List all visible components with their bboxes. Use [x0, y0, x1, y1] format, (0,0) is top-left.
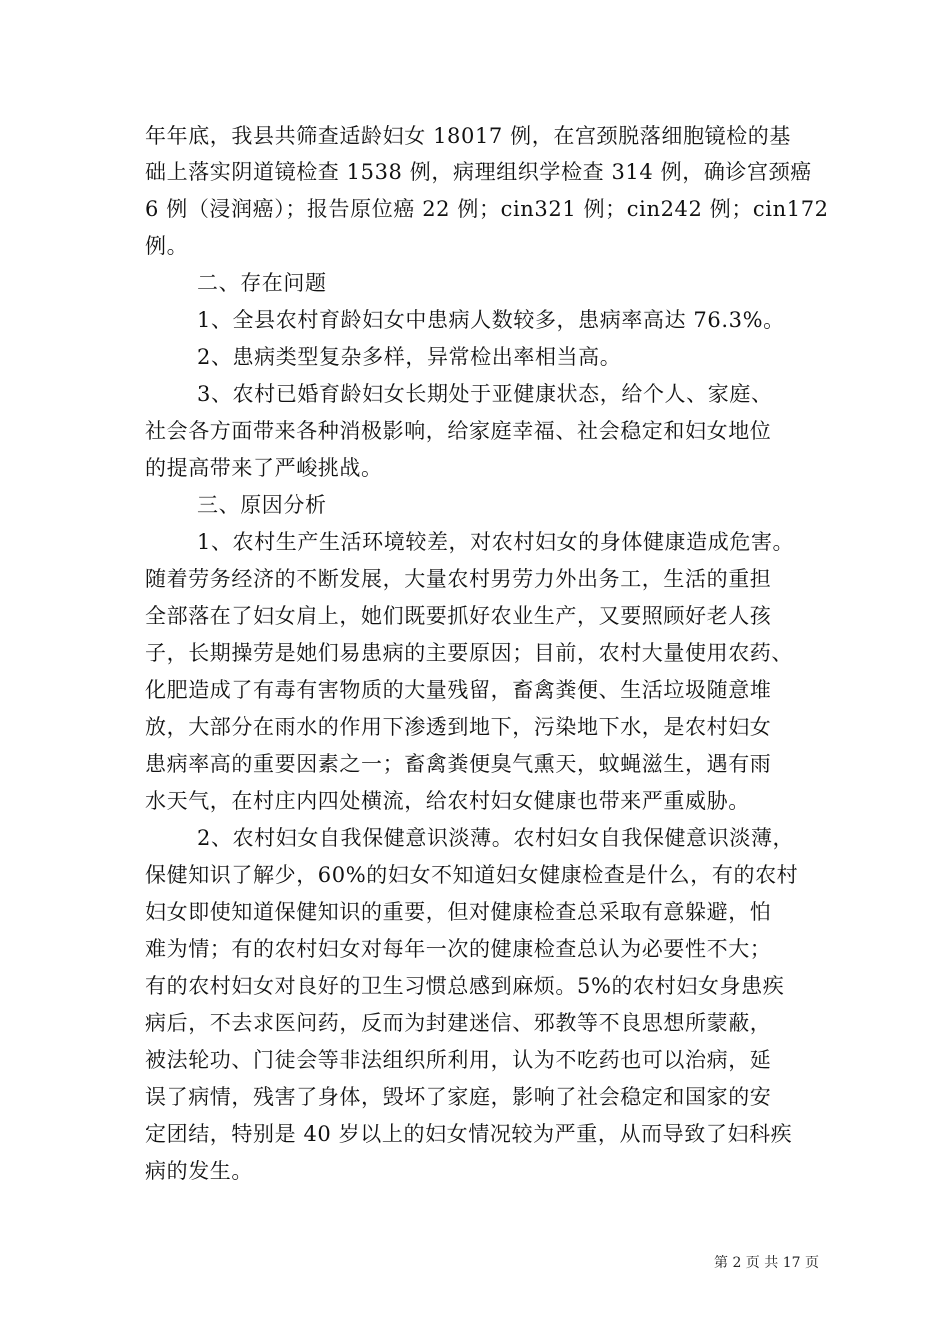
text-line: 放，大部分在雨水的作用下渗透到地下，污染地下水，是农村妇女: [145, 715, 772, 739]
text-line: 年年底，我县共筛查适龄妇女 18017 例，在宫颈脱落细胞镜检的基: [145, 124, 791, 148]
text-line: 的提高带来了严峻挑战。: [145, 456, 383, 480]
text-line: 误了病情，残害了身体，毁坏了家庭，影响了社会稳定和国家的安: [145, 1085, 772, 1109]
text-line: 难为情；有的农村妇女对每年一次的健康检查总认为必要性不大；: [145, 937, 772, 961]
text-line: 随着劳务经济的不断发展，大量农村男劳力外出务工，生活的重担: [145, 567, 772, 591]
text-line: 社会各方面带来各种消极影响，给家庭幸福、社会稳定和妇女地位: [145, 419, 772, 443]
text-line: 1、全县农村育龄妇女中患病人数较多，患病率高达 76.3%。: [197, 308, 785, 332]
text-line: 妇女即使知道保健知识的重要，但对健康检查总采取有意躲避，怕: [145, 900, 772, 924]
text-line: 被法轮功、门徒会等非法组织所利用，认为不吃药也可以治病，延: [145, 1048, 772, 1072]
section-heading: 二、存在问题: [197, 271, 327, 295]
text-line: 化肥造成了有毒有害物质的大量残留，畜禽粪便、生活垃圾随意堆: [145, 678, 772, 702]
text-line: 3、农村已婚育龄妇女长期处于亚健康状态，给个人、家庭、: [197, 382, 773, 406]
text-line: 2、患病类型复杂多样，异常检出率相当高。: [197, 345, 622, 369]
text-line: 全部落在了妇女肩上，她们既要抓好农业生产，又要照顾好老人孩: [145, 604, 772, 628]
text-line: 病的发生。: [145, 1159, 253, 1183]
text-line: 1、农村生产生活环境较差，对农村妇女的身体健康造成危害。: [197, 530, 795, 554]
text-line: 水天气，在村庄内四处横流，给农村妇女健康也带来严重威胁。: [145, 789, 750, 813]
text-line: 础上落实阴道镜检查 1538 例，病理组织学检查 314 例，确诊宫颈癌: [145, 160, 812, 184]
section-heading: 三、原因分析: [197, 493, 327, 517]
text-line: 定团结，特别是 40 岁以上的妇女情况较为严重，从而导致了妇科疾: [145, 1122, 793, 1146]
text-line: 患病率高的重要因素之一；畜禽粪便臭气熏天，蚊蝇滋生，遇有雨: [145, 752, 772, 776]
text-line: 病后，不去求医问药，反而为封建迷信、邪教等不良思想所蒙蔽，: [145, 1011, 772, 1035]
text-line: 有的农村妇女对良好的卫生习惯总感到麻烦。5%的农村妇女身患疾: [145, 974, 785, 998]
text-line: 子，长期操劳是她们易患病的主要原因；目前，农村大量使用农药、: [145, 641, 793, 665]
text-line: 保健知识了解少，60%的妇女不知道妇女健康检查是什么，有的农村: [145, 863, 799, 887]
text-line: 2、农村妇女自我保健意识淡薄。农村妇女自我保健意识淡薄，: [197, 826, 795, 850]
text-line: 6 例（浸润癌）；报告原位癌 22 例；cin321 例；cin242 例；cin172: [145, 197, 829, 221]
text-line: 例。: [145, 234, 189, 258]
page-number: 第 2 页 共 17 页: [714, 1255, 819, 1271]
